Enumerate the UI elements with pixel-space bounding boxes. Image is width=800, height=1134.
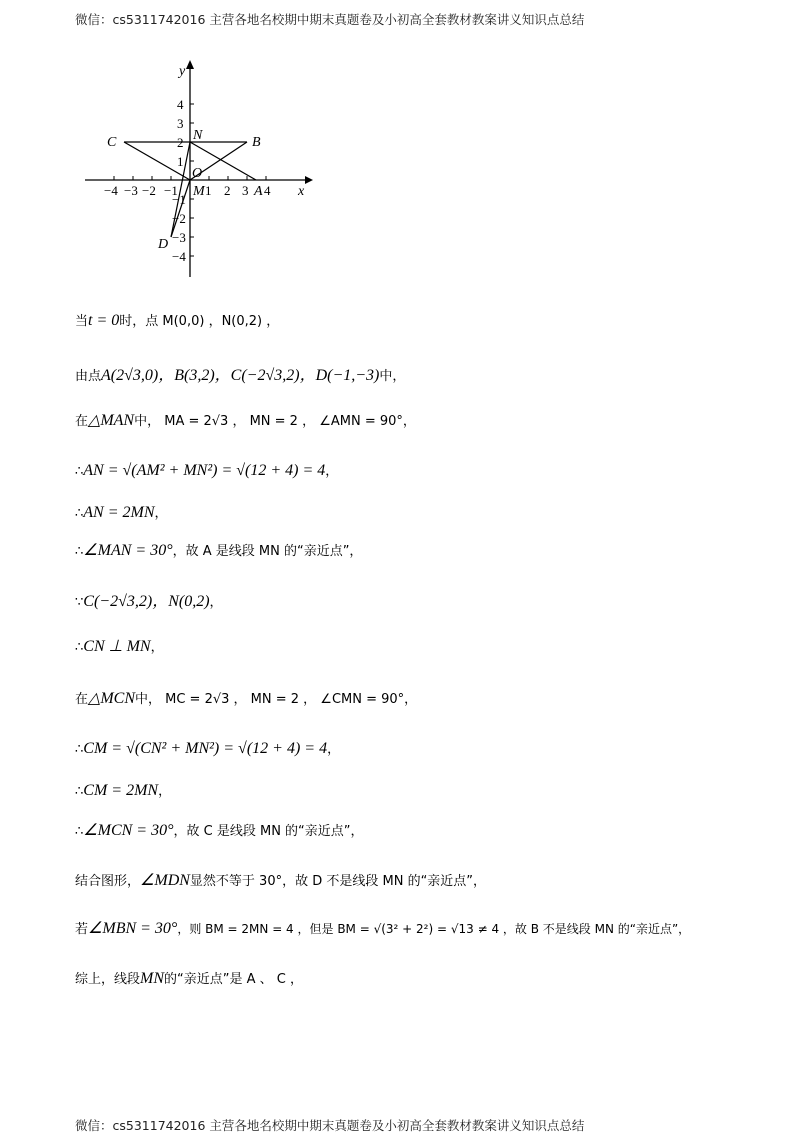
solution-line-13 [75,870,486,890]
line-prefix: 综上，线段 [75,972,141,987]
x-axis-arrow [305,176,313,184]
line-suffix: ， [150,640,164,655]
y-tick-label: 3 [177,116,184,131]
line-suffix: 的“亲近点”是 A 、 C ， [164,972,303,987]
line-suffix: 中， MA = 2√3 ， MN = 2 ， ∠AMN = 90°， [134,414,416,429]
line-prefix: ∵ [75,595,84,610]
y-tick-label: −1 [172,192,186,207]
line-suffix: ， [154,506,168,521]
solution-line-1 [75,310,279,330]
solution-line-7 [75,588,223,611]
x-tick-label: 2 [224,183,231,198]
page-footer: 微信：cs5311742016 主营各地名校期中期末真题卷及小初高全套教材教案讲义知识点总结 [75,1118,585,1133]
line-math: ∠MCN = 30° [83,822,174,839]
solution-line-4 [75,460,338,480]
line-prefix: 结合图形， [75,874,141,889]
point-label-c: C [107,135,117,150]
line-math: △MCN [88,690,135,707]
solution-line-12 [75,820,364,840]
page-header: 微信：cs5311742016 主营各地名校期中期末真题卷及小初高全套教材教案讲义知识点总结 [75,12,585,27]
solution-line-3 [75,410,416,430]
x-tick-label: 1 [205,183,212,198]
line-math: ∠MDN [140,872,190,889]
line-prefix: ∴ [75,824,84,839]
line-math: AN = √(AM² + MN²) = √(12 + 4) = 4 [83,462,326,479]
line-suffix: 显然不等于 30°，故 D 不是线段 MN 的“亲近点”， [189,874,487,889]
x-tick-label: −1 [164,183,178,198]
y-tick-label: −3 [172,230,186,245]
line-prefix: 由点 [75,369,102,384]
line-prefix: ∴ [75,784,84,799]
point-label-a: A [254,184,263,199]
y-tick-label: 2 [177,135,184,150]
solution-line-6 [75,540,362,560]
line-suffix: ，则 BM = 2MN = 4 ，但是 BM = √(3² + 2²) = √13 ≠ 4 ，故 B 不是线段 MN 的“亲近点”， [177,922,691,936]
line-math: AN = 2MN [83,504,155,521]
line-math: ∠MBN = 30° [88,920,178,937]
x-tick-label: 3 [242,183,249,198]
solution-line-11 [75,780,171,800]
y-tick-label: −4 [172,249,186,264]
line-suffix: ， [158,784,172,799]
line-prefix: ∴ [75,544,84,559]
line-prefix: 在 [75,692,89,707]
line-math: ∠MAN = 30° [83,542,173,559]
solution-line-15 [75,968,303,988]
line-math: CM = 2MN [83,782,159,799]
line-suffix: 中， MC = 2√3 ， MN = 2 ， ∠CMN = 90°， [135,692,418,707]
x-tick-label: 4 [264,183,271,198]
line-suffix: 中， [379,369,406,384]
line-math: C(−2√3,2)，N(0,2) [83,593,210,610]
line-suffix: 时，点 M(0,0) ，N(0,2) ， [119,314,280,329]
solution-line-8 [75,636,164,656]
y-tick-label: 4 [177,97,184,112]
y-axis-arrow [186,60,194,69]
point-label-n: N [193,128,203,143]
point-label-b: B [252,135,261,150]
x-tick-label: −2 [142,183,156,198]
y-tick-label: 1 [177,154,184,169]
line-math: A(2√3,0)，B(3,2)，C(−2√3,2)，D(−1,−3) [101,367,380,384]
line-prefix: ∴ [75,464,84,479]
y-tick-label: −2 [172,211,186,226]
coordinate-figure [80,55,320,285]
line-prefix: ∴ [75,742,84,757]
line-suffix: ， [327,742,341,757]
point-label-m: M [193,184,205,199]
line-prefix: 若 [75,922,89,937]
point-label-o: O [192,166,203,181]
line-suffix: ，故 C 是线段 MN 的“亲近点”， [173,824,364,839]
solution-line-2 [75,362,405,385]
line-suffix: ， [325,464,339,479]
line-suffix: ， [209,595,223,610]
solution-line-9 [75,688,417,708]
line-math: CN ⊥ MN [83,638,151,655]
x-tick-label: −4 [104,183,118,198]
y-axis-label: y [179,64,186,79]
line-prefix: ∴ [75,640,84,655]
solution-line-10 [75,738,340,758]
line-prefix: ∴ [75,506,84,521]
x-axis-label: x [298,184,305,199]
line-math: t = 0 [88,312,120,329]
line-math: MN [140,970,165,987]
line-prefix: 当 [75,314,89,329]
x-tick-label: −3 [124,183,138,198]
line-math: CM = √(CN² + MN²) = √(12 + 4) = 4 [83,740,328,757]
line-math: △MAN [88,412,135,429]
solution-line-5 [75,502,168,522]
point-label-d: D [158,237,169,252]
line-prefix: 在 [75,414,89,429]
solution-line-14 [75,918,690,938]
line-suffix: ，故 A 是线段 MN 的“亲近点”， [172,544,363,559]
